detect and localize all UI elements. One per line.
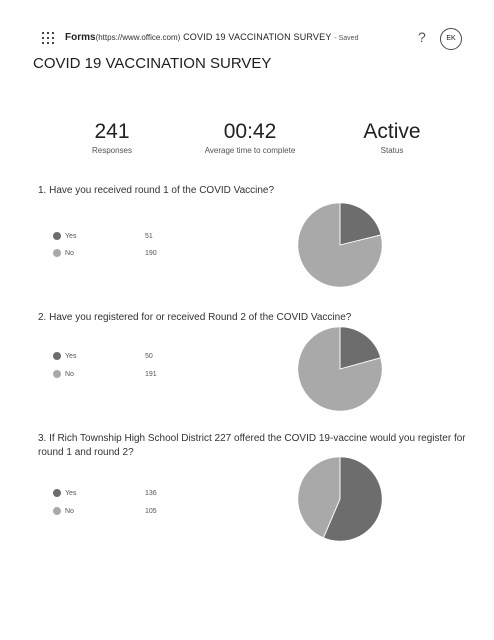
question-1-option-no — [53, 249, 157, 261]
option-count: 51 — [145, 233, 153, 240]
question-2-option-yes — [53, 352, 153, 364]
question-2-text: 2. Have you registered for or received Round 2 of the COVID Vaccine? — [38, 312, 352, 323]
option-count: 191 — [145, 371, 157, 378]
average-time-label: Average time to complete — [204, 146, 296, 155]
question-2-option-no — [53, 370, 157, 382]
legend-swatch-yes — [53, 232, 61, 240]
legend-swatch-no — [53, 249, 61, 257]
question-mark-icon[interactable]: ? — [418, 29, 426, 45]
status-stat — [327, 120, 457, 155]
option-label: No — [65, 249, 74, 257]
question-1-text: 1. Have you received round 1 of the COVID Vaccine? — [38, 185, 275, 196]
average-time-stat — [185, 120, 315, 155]
question-3-pie-chart — [296, 455, 384, 543]
responses-label: Responses — [91, 146, 133, 155]
option-count: 105 — [145, 508, 157, 515]
average-time-value: 00:42 — [223, 120, 277, 143]
question-3-option-no — [53, 507, 157, 519]
save-status: Saved — [338, 35, 359, 42]
status-value: Active — [363, 120, 421, 143]
app-url: (https://www.office.com) — [95, 33, 181, 42]
option-label: Yes — [65, 232, 77, 240]
breadcrumb: Forms(https://www.office.com) COVID 19 VACCINATION SURVEY - Saved — [65, 32, 359, 43]
top-bar — [0, 26, 494, 52]
option-count: 190 — [145, 250, 157, 257]
option-label: No — [65, 507, 74, 515]
page-title: COVID 19 VACCINATION SURVEY — [33, 55, 272, 72]
option-label: No — [65, 370, 74, 378]
option-label: Yes — [65, 352, 77, 360]
app-name[interactable]: Forms — [65, 32, 96, 43]
status-label: Status — [380, 146, 404, 155]
legend-swatch-no — [53, 507, 61, 515]
question-1-pie-chart — [296, 201, 384, 289]
question-1-option-yes — [53, 232, 153, 244]
option-count: 50 — [145, 353, 153, 360]
responses-count: 241 — [94, 120, 130, 143]
responses-stat — [47, 120, 177, 155]
option-label: Yes — [65, 489, 77, 497]
legend-swatch-yes — [53, 489, 61, 497]
question-3-text: 3. If Rich Township High School District 227 offered the COVID 19-vaccine would you register for round 1 and round 2? — [38, 433, 466, 458]
legend-swatch-yes — [53, 352, 61, 360]
question-3-option-yes — [53, 489, 157, 501]
avatar[interactable]: EK — [440, 28, 462, 50]
legend-swatch-no — [53, 370, 61, 378]
option-count: 136 — [145, 490, 157, 497]
app-launcher-icon[interactable] — [42, 32, 54, 44]
form-title[interactable]: COVID 19 VACCINATION SURVEY — [183, 32, 332, 42]
question-2-pie-chart — [296, 325, 384, 413]
